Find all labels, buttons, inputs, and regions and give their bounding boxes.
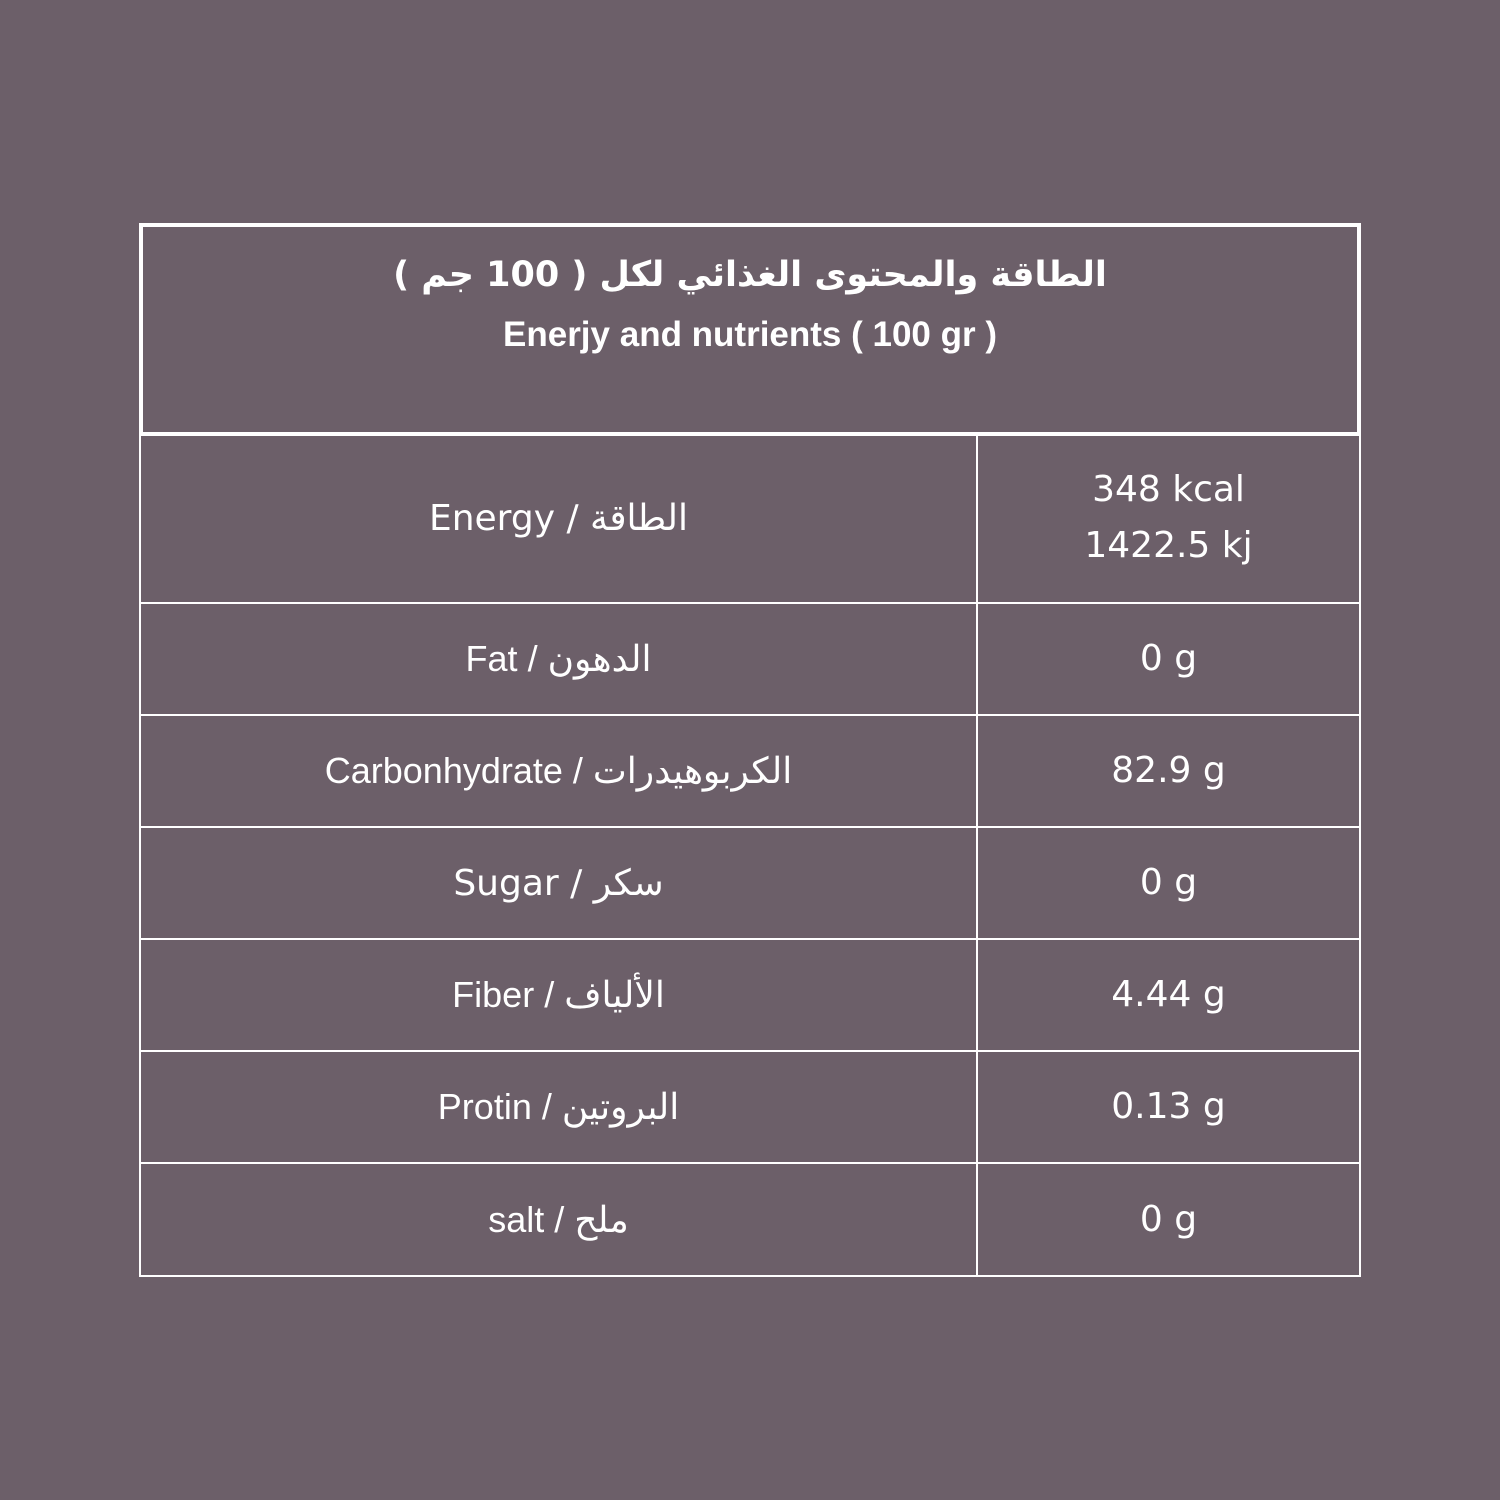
row-value-salt: 0 g xyxy=(1139,1198,1198,1240)
energy-kcal-value: 348 kcal xyxy=(1092,469,1245,510)
row-label-fat: الدهون / Fat xyxy=(141,604,978,714)
row-value-sugar: 0 g xyxy=(1139,862,1198,903)
row-value-fiber: 4.44 g xyxy=(1111,974,1226,1015)
table-body xyxy=(139,434,1361,1277)
row-value-carbohydrate: 82.9 g xyxy=(1111,750,1226,791)
row-label-salt: salt / ملح xyxy=(141,1164,978,1275)
table-header xyxy=(139,223,1361,436)
table-row-energy xyxy=(141,434,1359,602)
table-row-fiber xyxy=(141,938,1359,1050)
table-row-protein xyxy=(141,1050,1359,1162)
table-row-carbohydrate xyxy=(141,714,1359,826)
row-value-fat: 0 g xyxy=(1139,638,1198,679)
table-row-fat xyxy=(141,602,1359,714)
row-label-fiber: الألياف / Fiber xyxy=(141,940,978,1050)
row-label-energy: Energy / الطاقة xyxy=(141,434,978,602)
row-label-carbohydrate: الكربوهيدرات / Carbonhydrate xyxy=(141,716,978,826)
table-row-sugar xyxy=(141,826,1359,938)
row-label-sugar: Sugar / سكر xyxy=(141,828,978,938)
row-label-protein: البروتين / Protin xyxy=(141,1052,978,1162)
table-row-salt xyxy=(141,1162,1359,1275)
row-value-protein: 0.13 g xyxy=(1111,1086,1226,1127)
row-value-energy xyxy=(978,434,1359,602)
nutrition-table xyxy=(139,223,1361,1277)
header-title-arabic: الطاقة والمحتوى الغذائي لكل ( 100 جم ) xyxy=(393,255,1107,295)
header-title-english: Enerjy and nutrients ( 100 gr ) xyxy=(503,315,997,354)
energy-kj-value: 1422.5 kj xyxy=(1084,525,1253,566)
